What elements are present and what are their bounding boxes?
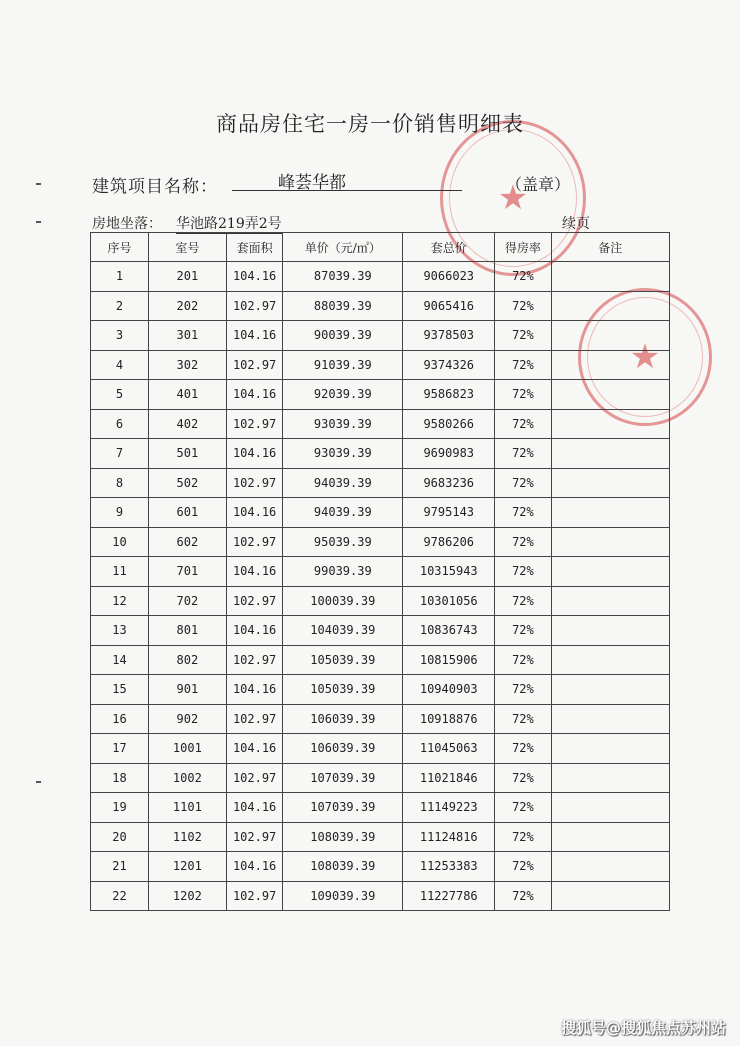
cell-efficiency: 72% [495, 645, 551, 675]
address-value: 华池路219弄2号 [176, 213, 282, 234]
cell-unit-price: 87039.39 [283, 262, 403, 292]
project-name-text: 峰荟华都 [278, 173, 346, 193]
cell-room: 302 [148, 350, 226, 380]
cell-area: 102.97 [226, 704, 283, 734]
table-row [91, 822, 670, 852]
header-serial: 序号 [91, 233, 149, 262]
table-row [91, 586, 670, 616]
scan-mark [36, 183, 41, 185]
cell-area: 104.16 [226, 793, 283, 823]
cell-room: 401 [148, 380, 226, 410]
cell-area: 102.97 [226, 881, 283, 911]
table-row [91, 645, 670, 675]
cell-efficiency: 72% [495, 763, 551, 793]
cell-remarks [551, 822, 670, 852]
header-unit-price: 单价（元/㎡） [283, 233, 403, 262]
cell-unit-price: 90039.39 [283, 321, 403, 351]
cell-room: 1201 [148, 852, 226, 882]
cell-total-price: 9374326 [403, 350, 495, 380]
cell-efficiency: 72% [495, 350, 551, 380]
cell-total-price: 10918876 [403, 704, 495, 734]
cell-room: 402 [148, 409, 226, 439]
cell-total-price: 10940903 [403, 675, 495, 705]
cell-serial: 19 [91, 793, 149, 823]
cell-room: 301 [148, 321, 226, 351]
cell-area: 102.97 [226, 645, 283, 675]
cell-remarks [551, 350, 670, 380]
cell-efficiency: 72% [495, 881, 551, 911]
cell-total-price: 10315943 [403, 557, 495, 587]
cell-area: 104.16 [226, 557, 283, 587]
cell-remarks [551, 468, 670, 498]
cell-serial: 11 [91, 557, 149, 587]
table-row [91, 498, 670, 528]
cell-room: 1101 [148, 793, 226, 823]
cell-area: 104.16 [226, 852, 283, 882]
cell-serial: 3 [91, 321, 149, 351]
cell-efficiency: 72% [495, 704, 551, 734]
cell-remarks [551, 439, 670, 469]
cell-efficiency: 72% [495, 586, 551, 616]
cell-area: 102.97 [226, 468, 283, 498]
document-title: 商品房住宅一房一价销售明细表 [216, 112, 524, 136]
cell-efficiency: 72% [495, 527, 551, 557]
cell-area: 102.97 [226, 586, 283, 616]
header-remarks: 备注 [551, 233, 670, 262]
cell-room: 902 [148, 704, 226, 734]
table-row [91, 291, 670, 321]
cell-unit-price: 93039.39 [283, 439, 403, 469]
cell-efficiency: 72% [495, 675, 551, 705]
cell-remarks [551, 291, 670, 321]
cell-unit-price: 94039.39 [283, 468, 403, 498]
table-row [91, 734, 670, 764]
cell-area: 102.97 [226, 291, 283, 321]
cell-unit-price: 92039.39 [283, 380, 403, 410]
cell-area: 104.16 [226, 262, 283, 292]
cell-total-price: 9690983 [403, 439, 495, 469]
table-row [91, 616, 670, 646]
cell-efficiency: 72% [495, 321, 551, 351]
cell-unit-price: 99039.39 [283, 557, 403, 587]
cell-total-price: 9786206 [403, 527, 495, 557]
cell-room: 901 [148, 675, 226, 705]
cell-room: 501 [148, 439, 226, 469]
cell-efficiency: 72% [495, 822, 551, 852]
cell-unit-price: 100039.39 [283, 586, 403, 616]
cell-serial: 2 [91, 291, 149, 321]
cell-unit-price: 93039.39 [283, 409, 403, 439]
cell-serial: 7 [91, 439, 149, 469]
cell-unit-price: 106039.39 [283, 704, 403, 734]
cell-remarks [551, 704, 670, 734]
cell-total-price: 10815906 [403, 645, 495, 675]
cell-total-price: 11149223 [403, 793, 495, 823]
cell-room: 502 [148, 468, 226, 498]
table-header-row [91, 233, 670, 262]
table-row [91, 881, 670, 911]
cell-room: 1002 [148, 763, 226, 793]
cell-efficiency: 72% [495, 793, 551, 823]
header-area: 套面积 [226, 233, 283, 262]
header-efficiency: 得房率 [495, 233, 551, 262]
cell-total-price: 9586823 [403, 380, 495, 410]
cell-efficiency: 72% [495, 734, 551, 764]
cell-unit-price: 107039.39 [283, 763, 403, 793]
cell-remarks [551, 409, 670, 439]
project-name-value [232, 168, 462, 191]
cell-remarks [551, 645, 670, 675]
header-total-price: 套总价 [403, 233, 495, 262]
cell-serial: 18 [91, 763, 149, 793]
cell-efficiency: 72% [495, 291, 551, 321]
cell-unit-price: 109039.39 [283, 881, 403, 911]
cell-room: 202 [148, 291, 226, 321]
cell-total-price: 9378503 [403, 321, 495, 351]
cell-remarks [551, 763, 670, 793]
table-row [91, 321, 670, 351]
cell-serial: 8 [91, 468, 149, 498]
cell-unit-price: 88039.39 [283, 291, 403, 321]
cell-total-price: 10836743 [403, 616, 495, 646]
address-label: 房地坐落： [92, 216, 162, 232]
cell-serial: 9 [91, 498, 149, 528]
cell-remarks [551, 852, 670, 882]
cell-area: 104.16 [226, 380, 283, 410]
cell-efficiency: 72% [495, 616, 551, 646]
seal-note: （盖章） [506, 175, 571, 194]
table-row [91, 262, 670, 292]
table-row [91, 350, 670, 380]
cell-room: 201 [148, 262, 226, 292]
price-table [90, 232, 670, 911]
star-icon: ★ [497, 178, 529, 218]
cell-total-price: 11124816 [403, 822, 495, 852]
cell-serial: 13 [91, 616, 149, 646]
cell-remarks [551, 498, 670, 528]
cell-unit-price: 105039.39 [283, 675, 403, 705]
table-row [91, 557, 670, 587]
cell-serial: 6 [91, 409, 149, 439]
star-icon: ★ [629, 337, 661, 377]
cell-area: 102.97 [226, 350, 283, 380]
cell-unit-price: 107039.39 [283, 793, 403, 823]
cell-efficiency: 72% [495, 498, 551, 528]
cell-remarks [551, 793, 670, 823]
cell-unit-price: 105039.39 [283, 645, 403, 675]
cell-total-price: 11227786 [403, 881, 495, 911]
cell-serial: 5 [91, 380, 149, 410]
cell-remarks [551, 734, 670, 764]
cell-unit-price: 104039.39 [283, 616, 403, 646]
cell-remarks [551, 262, 670, 292]
cell-total-price: 9065416 [403, 291, 495, 321]
cell-remarks [551, 527, 670, 557]
cell-total-price: 11253383 [403, 852, 495, 882]
cell-total-price: 11045063 [403, 734, 495, 764]
cell-room: 1102 [148, 822, 226, 852]
cell-area: 102.97 [226, 763, 283, 793]
cell-remarks [551, 881, 670, 911]
cell-room: 1001 [148, 734, 226, 764]
header-room: 室号 [148, 233, 226, 262]
cell-area: 102.97 [226, 527, 283, 557]
table-row [91, 439, 670, 469]
cell-room: 801 [148, 616, 226, 646]
cell-total-price: 9066023 [403, 262, 495, 292]
cell-unit-price: 94039.39 [283, 498, 403, 528]
cell-room: 702 [148, 586, 226, 616]
cell-unit-price: 91039.39 [283, 350, 403, 380]
cell-room: 802 [148, 645, 226, 675]
source-watermark: 搜狐号@搜狐焦点苏州站 [560, 1019, 726, 1037]
table-row [91, 409, 670, 439]
cell-serial: 20 [91, 822, 149, 852]
cell-efficiency: 72% [495, 262, 551, 292]
cell-total-price: 10301056 [403, 586, 495, 616]
cell-area: 102.97 [226, 409, 283, 439]
cell-room: 701 [148, 557, 226, 587]
table-row [91, 380, 670, 410]
cell-area: 102.97 [226, 822, 283, 852]
table-row [91, 675, 670, 705]
cell-total-price: 11021846 [403, 763, 495, 793]
cell-total-price: 9580266 [403, 409, 495, 439]
cell-efficiency: 72% [495, 468, 551, 498]
cell-unit-price: 108039.39 [283, 822, 403, 852]
cell-total-price: 9795143 [403, 498, 495, 528]
cell-serial: 17 [91, 734, 149, 764]
cell-efficiency: 72% [495, 380, 551, 410]
cell-unit-price: 108039.39 [283, 852, 403, 882]
cell-area: 104.16 [226, 321, 283, 351]
table-row [91, 704, 670, 734]
cell-efficiency: 72% [495, 557, 551, 587]
cell-efficiency: 72% [495, 409, 551, 439]
table-row [91, 852, 670, 882]
cell-area: 104.16 [226, 439, 283, 469]
table-row [91, 793, 670, 823]
cell-serial: 22 [91, 881, 149, 911]
cell-remarks [551, 586, 670, 616]
cell-remarks [551, 675, 670, 705]
cell-room: 601 [148, 498, 226, 528]
cell-unit-price: 106039.39 [283, 734, 403, 764]
table-row [91, 468, 670, 498]
project-name-label: 建筑项目名称： [92, 177, 218, 197]
cell-serial: 12 [91, 586, 149, 616]
scan-mark [36, 221, 41, 223]
cell-area: 104.16 [226, 734, 283, 764]
cell-remarks [551, 557, 670, 587]
cell-serial: 21 [91, 852, 149, 882]
cell-unit-price: 95039.39 [283, 527, 403, 557]
cell-serial: 10 [91, 527, 149, 557]
table-row [91, 527, 670, 557]
cell-efficiency: 72% [495, 852, 551, 882]
cell-serial: 14 [91, 645, 149, 675]
cell-serial: 4 [91, 350, 149, 380]
continued-page-label: 续页 [562, 216, 590, 232]
table-row [91, 763, 670, 793]
cell-serial: 16 [91, 704, 149, 734]
cell-remarks [551, 616, 670, 646]
cell-serial: 15 [91, 675, 149, 705]
cell-area: 104.16 [226, 675, 283, 705]
cell-area: 104.16 [226, 616, 283, 646]
cell-efficiency: 72% [495, 439, 551, 469]
cell-room: 602 [148, 527, 226, 557]
cell-total-price: 9683236 [403, 468, 495, 498]
scan-mark [36, 781, 41, 783]
cell-serial: 1 [91, 262, 149, 292]
cell-remarks [551, 321, 670, 351]
cell-remarks [551, 380, 670, 410]
cell-area: 104.16 [226, 498, 283, 528]
cell-room: 1202 [148, 881, 226, 911]
